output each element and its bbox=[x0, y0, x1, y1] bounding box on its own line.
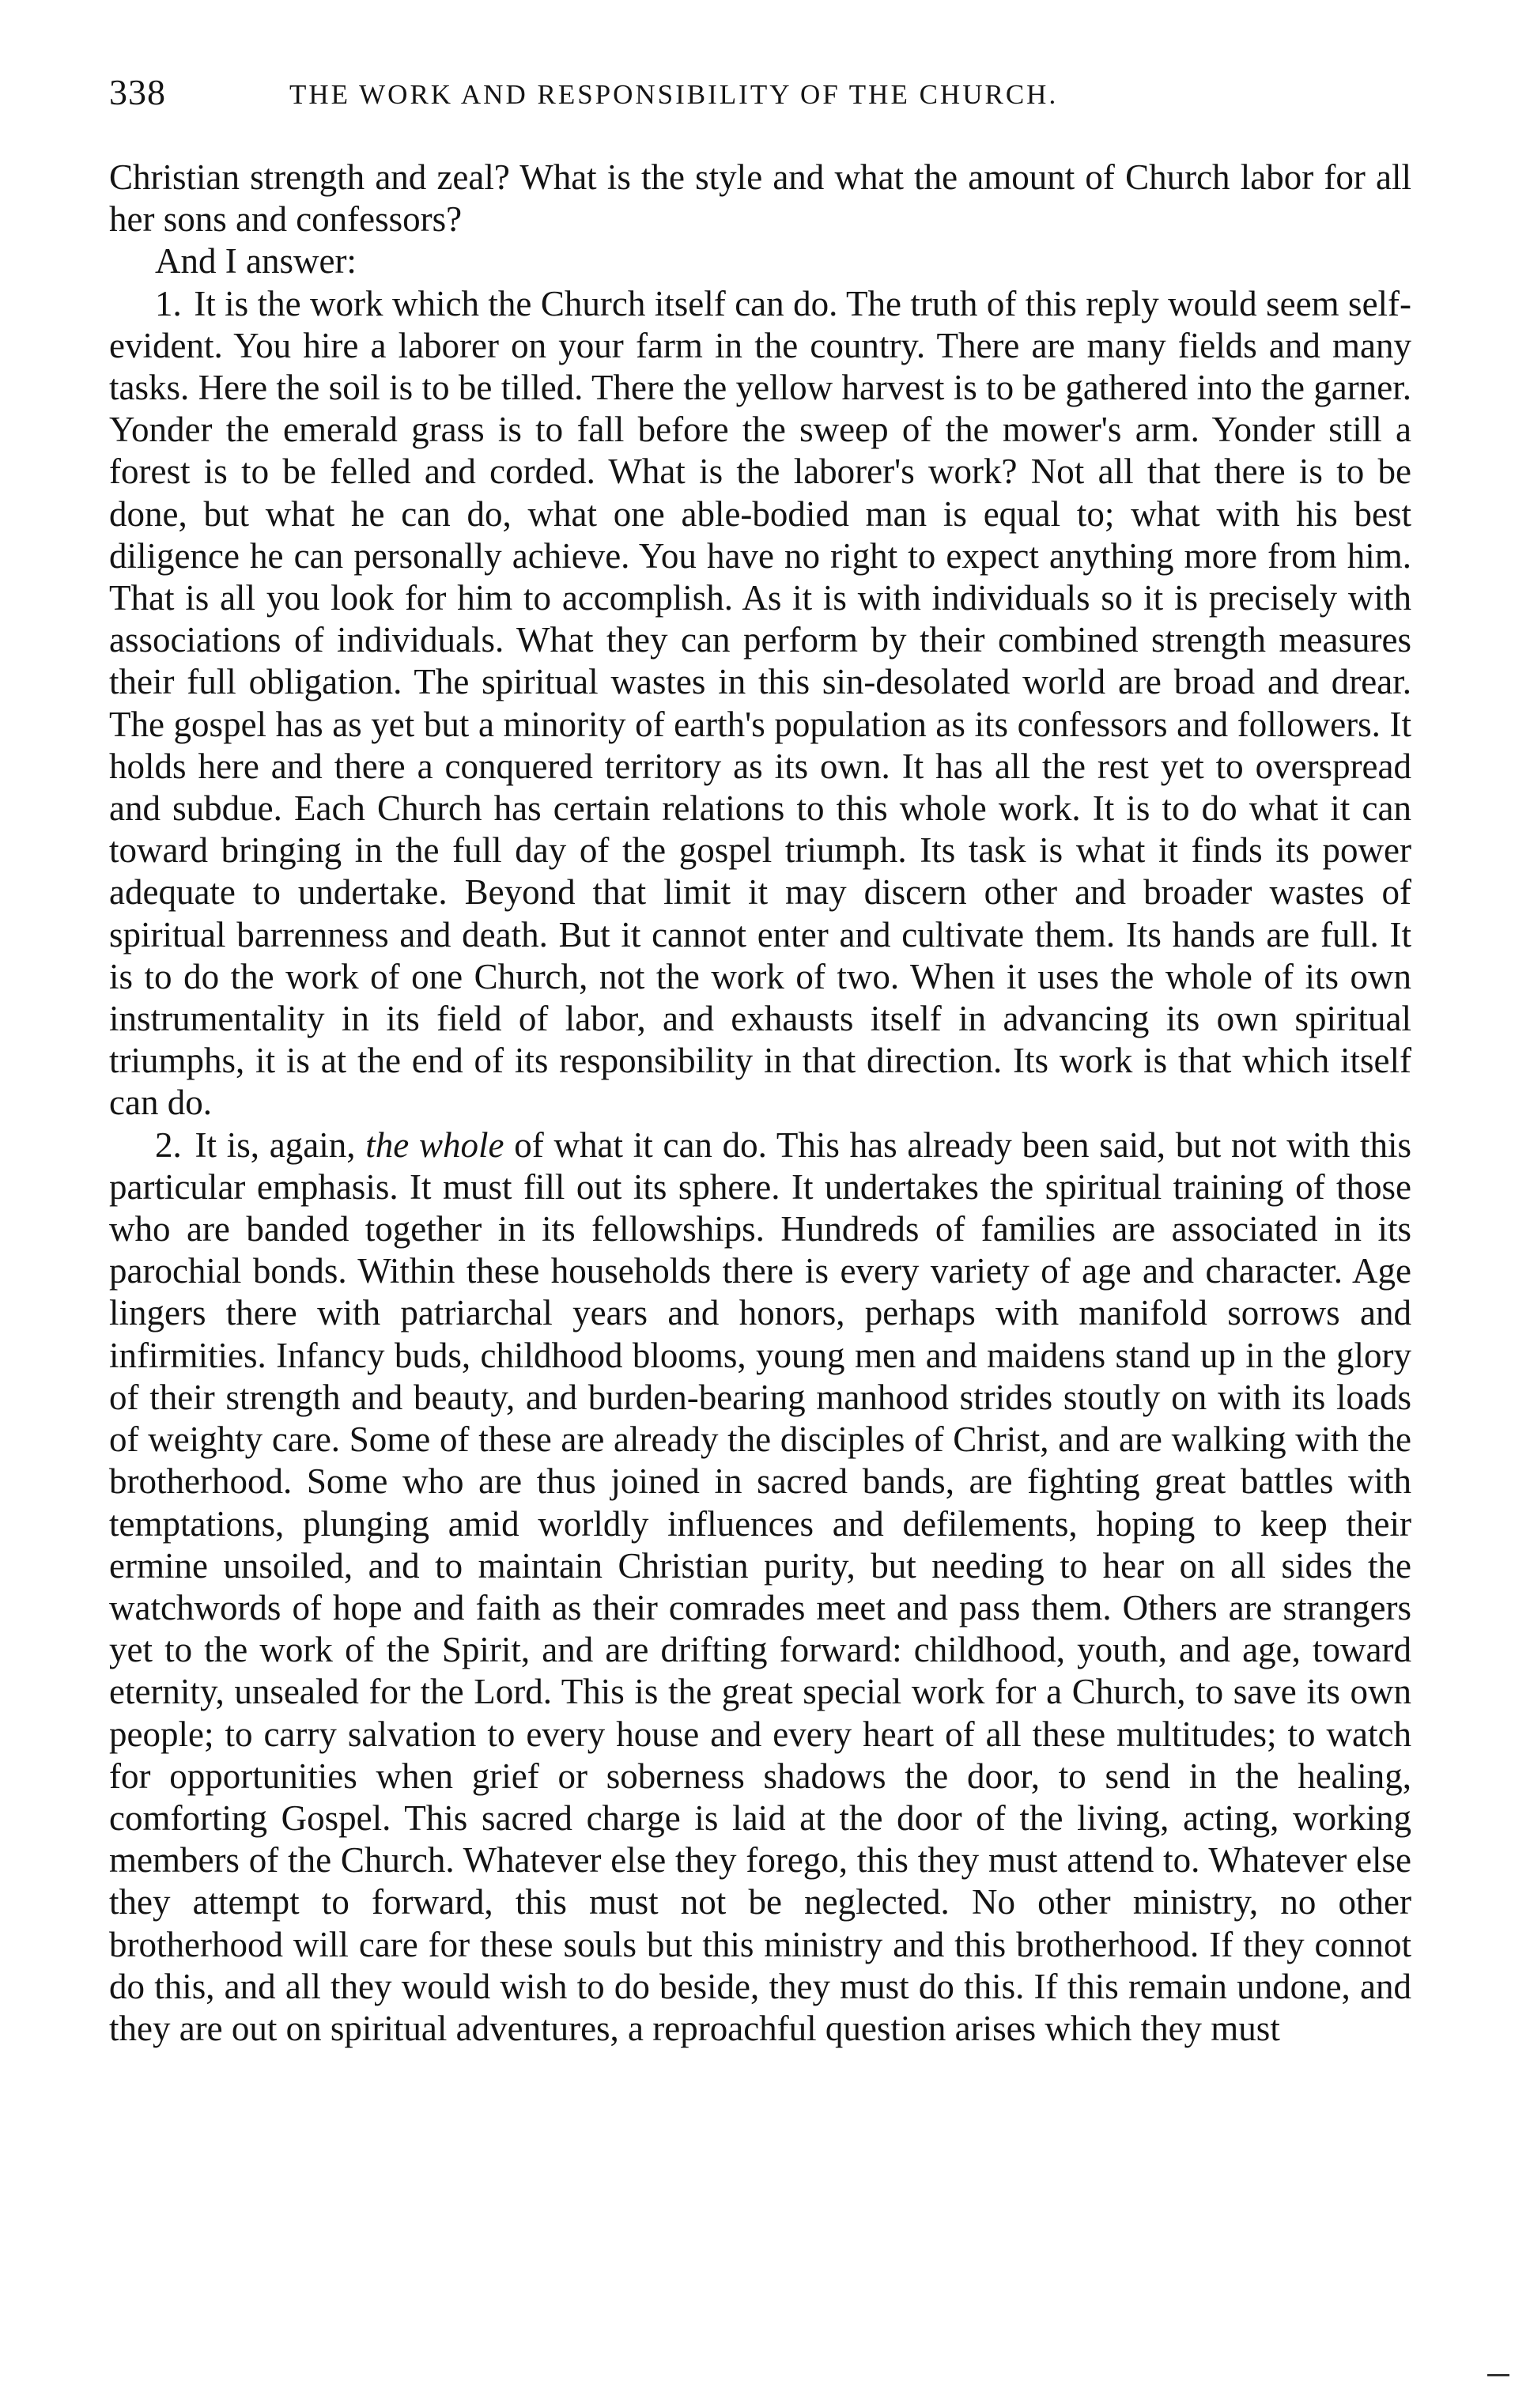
page-corner-mark bbox=[1487, 2374, 1509, 2376]
point-number: 1. bbox=[155, 283, 182, 323]
paragraph-answer: And I answer: bbox=[155, 241, 357, 282]
running-title: THE WORK AND RESPONSIBILITY OF THE CHURCH. bbox=[289, 79, 1059, 110]
running-head bbox=[109, 71, 1411, 127]
point-2-text-rest: of what it can do. This has already been said, but not with this particular emphasis. It must fill out its sphere. It undertakes the spiritual training of those who are banded together in its fellowships. Hundreds of families are associated in its parochial bonds. Within these households there is every variety of age and character. Age lingers there with patriarchal years and honors, perhaps with manifold sorrows and infirmities. Infancy buds, childhood blooms, young men and maidens stand up in the glory of their strength and beauty, and burden-bearing manhood strides stoutly on with its loads of weighty care. Some of these are already the disciples of Christ, and are walking with the brotherhood. Some who are thus joined in sacred bands, are fighting great battles with temptations, plunging amid worldly influences and defilements, hoping to keep their ermine unsoiled, and to maintain Christian purity, but needing to hear on all sides the watchwords of hope and faith as their comrades meet and pass them. Others are strangers yet to the work of the Spirit, and are drifting forward: childhood, youth, and age, toward eternity, unsealed for the Lord. This is the great special work for a Church, to save its own people; to carry salvation to every house and every heart of all these multitudes; to watch for opportunities when grief or soberness shadows the door, to send in the healing, comforting Gospel. This sacred charge is laid at the door of the living, acting, working members of the Church. Whatever else they forego, this they must attend to. Whatever else they attempt to forward, this must not be neglected. No other ministry, no other brotherhood will care for these souls but this ministry and this brotherhood. If they connot do this, and all they would wish to do beside, they must do this. If this remain undone, and they are out on spiritual adventures, a reproachful question arises which they must bbox=[109, 1125, 1412, 2048]
body-text bbox=[109, 157, 1411, 2050]
point-number: 2. bbox=[155, 1125, 182, 1165]
point-2-text-start: It is, again, bbox=[195, 1125, 356, 1165]
page-number: 338 bbox=[109, 72, 166, 112]
paragraph-point-2 bbox=[109, 1125, 1411, 2050]
emphasis-text: the whole bbox=[365, 1125, 504, 1165]
point-1-text: It is the work which the Church itself can do. The truth of this reply would seem self-evident. You hire a laborer on your farm in the country. There are many fields and many tasks. Here the soil is to be tilled. There the yellow harvest is to be gathered into the garner. Yonder the emerald grass is to fall before the sweep of the mower's arm. Yonder still a forest is to be felled and corded. What is the laborer's work? Not all that there is to be done, but what he can do, what one able-bodied man is equal to; what with his best diligence he can personally achieve. You have no right to expect anything more from him. That is all you look for him to accomplish. As it is with individuals so it is precisely with associations of individuals. What they can perform by their combined strength measures their full obligation. The spiritual wastes in this sin-desolated world are broad and drear. The gospel has as yet but a minority of earth's population as its confessors and followers. It holds here and there a conquered territory as its own. It has all the rest yet to overspread and subdue. Each Church has certain relations to this whole work. It is to do what it can toward bringing in the full day of the gospel triumph. Its task is what it finds its power adequate to undertake. Beyond that limit it may discern other and broader wastes of spiritual barrenness and death. But it cannot enter and cultivate them. Its hands are full. It is to do the work of one Church, not the work of two. When it uses the whole of its own instrumentality in its field of labor, and exhausts itself in advancing its own spiritual triumphs, it is at the end of its responsibility in that direction. Its work is that which itself can do. bbox=[109, 283, 1412, 1123]
paragraph-point-1 bbox=[109, 283, 1411, 1125]
paragraph-continuation: Christian strength and zeal? What is the style and what the amount of Church labor for all her sons and confessors? bbox=[109, 157, 1411, 240]
